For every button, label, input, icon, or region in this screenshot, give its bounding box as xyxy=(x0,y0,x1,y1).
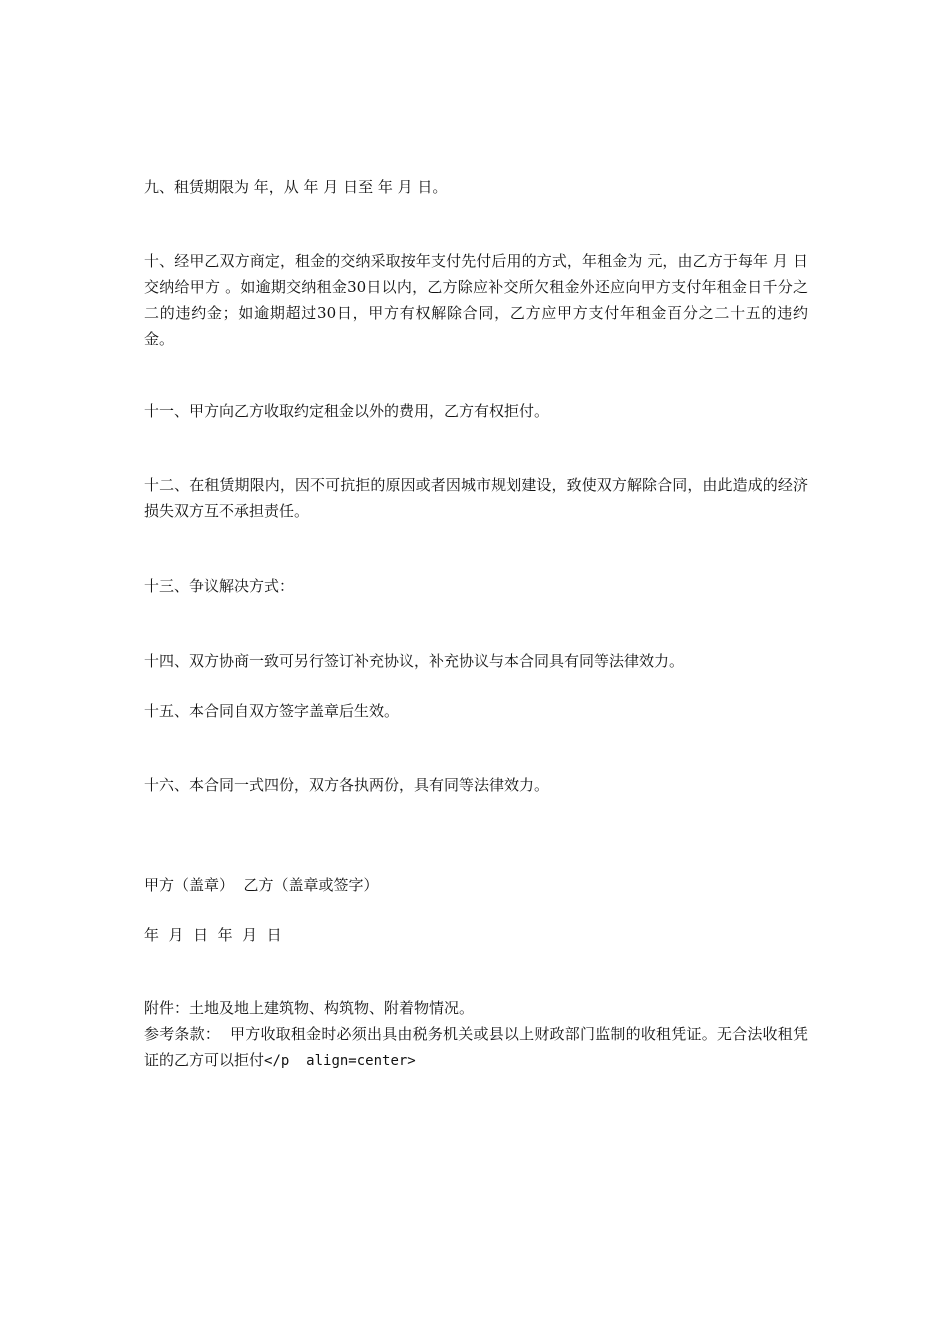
clause-10: 十、经甲乙双方商定，租金的交纳采取按年支付先付后用的方式，年租金为 元，由乙方于每年 月 日交纳给甲方 。如逾期交纳租金30日以内，乙方除应补交所欠租金外还应向甲方支付年租金日千分之二的违约金；如逾期超过30日，甲方有权解除合同，乙方应甲方支付年租金百分之二十五的违约金。 xyxy=(144,252,808,348)
clause-12: 十二、在租赁期限内，因不可抗拒的原因或者因城市规划建设，致使双方解除合同，由此造成的经济损失双方互不承担责任。 xyxy=(144,476,808,520)
signature-line: 甲方（盖章） 乙方（盖章或签字） xyxy=(144,876,379,894)
clause-11: 十一、甲方向乙方收取约定租金以外的费用，乙方有权拒付。 xyxy=(144,402,550,420)
stray-markup: </p align=center> xyxy=(264,1053,416,1069)
clause-16: 十六、本合同一式四份，双方各执两份，具有同等法律效力。 xyxy=(144,776,550,794)
clause-9: 九、租赁期限为 年，从 年 月 日至 年 月 日。 xyxy=(144,178,448,196)
date-line: 年 月 日 年 月 日 xyxy=(144,926,282,944)
reference-clause xyxy=(144,1021,808,1074)
attachment-note: 附件：土地及地上建筑物、构筑物、附着物情况。 xyxy=(144,999,475,1017)
clause-13: 十三、争议解决方式： xyxy=(144,577,295,595)
clause-14: 十四、双方协商一致可另行签订补充协议，补充协议与本合同具有同等法律效力。 xyxy=(144,652,685,670)
clause-15: 十五、本合同自双方签字盖章后生效。 xyxy=(144,702,400,720)
reference-text: 甲方收取租金时必须出具由税务机关或县以上财政部门监制的收租凭证。无合法收租凭证的乙方可以拒付 xyxy=(144,1025,808,1069)
reference-label: 参考条款： xyxy=(144,1025,221,1043)
